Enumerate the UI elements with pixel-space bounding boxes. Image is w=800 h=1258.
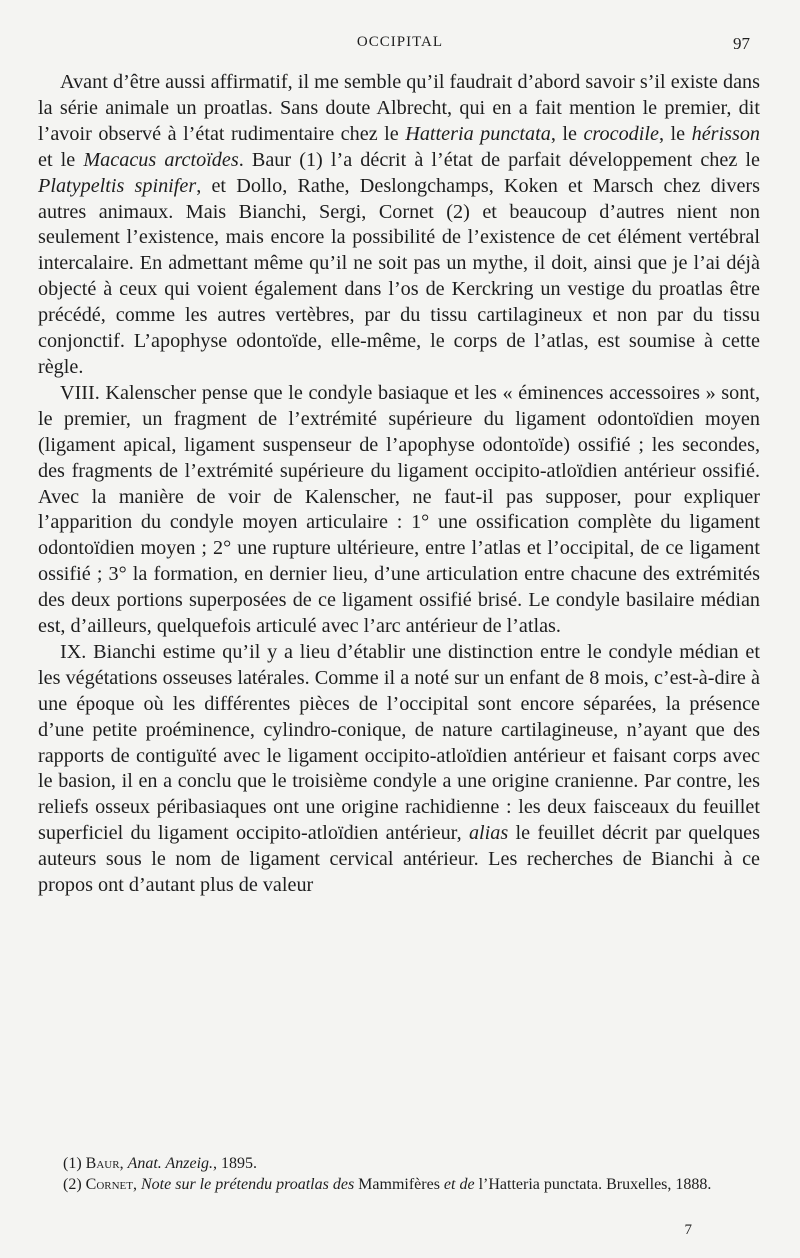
text-run: VIII. Kalenscher pense que le condyle basiaque et les « éminences accessoires » sont, le premier, un fragment de l’extrémité supérieure du ligament odontoïdien moyen (ligament apical, ligament suspenseur de l’apophyse odontoïde) ossifié ; les secondes, des fragments de l’extrémité supérieure du ligament occipito-atloïdien antérieur ossifié. Avec la manière de voir de Kalenscher, ne faut-il pas supposer, pour expliquer l’apparition du condyle moyen articulaire : 1° une ossification complète du ligament odontoïdien moyen ; 2° une rupture ultérieure, entre l’atlas et l’occipital, de ce ligament ossifié ; 3° la formation, en dernier lieu, d’une articulation entre chacune des extrémités des deux portions superposées de ce ligament ossifié brisé. Le condyle basilaire médian est, d’ailleurs, quelquefois articulé avec l’arc antérieur de l’atlas. bbox=[38, 381, 760, 638]
paragraph-proatlas bbox=[38, 70, 760, 381]
text-run: IX. Bianchi estime qu’il y a lieu d’établir une distinction entre le condyle médian et les végétations osseuses latérales. Comme il a noté sur un enfant de 8 mois, c’est-à-dire à une époque où les différentes pièces de l’occipital sont encore séparées, la présence d’une petite proéminence, cylindro-conique, de nature cartilagineuse, n’ayant que des rapports de contiguïté avec le ligament occipito-atloïdien antérieur et faisant corps avec le basion, il en a conclu que le troisième condyle a une origine cranienne. Par contre, les reliefs osseux péribasiaques ont une origine rachidienne : les deux faisceaux du feuillet superficiel du ligament occipito-atloïdien antérieur, bbox=[38, 640, 760, 845]
text-run: , bbox=[119, 1155, 128, 1172]
running-title: OCCIPITAL bbox=[356, 34, 444, 50]
text-run: (1) bbox=[63, 1155, 86, 1172]
italic-run: alias bbox=[468, 822, 509, 845]
text-run: , le bbox=[658, 122, 692, 145]
italic-run: crocodile bbox=[583, 122, 659, 145]
text-run: , et Dollo, Rathe, Deslongchamps, Koken et Marsch chez divers autres animaux. Mais Bianchi, Sergi, Cornet (2) et beaucoup d’autres nient non seulement l’existence, mais encore la possibilité de l’existence de cet élément vertébral intercalaire. En admettant même qu’il ne soit pas un mythe, il doit, ainsi que je l’ai déjà objecté à ceux qui voient également dans l’os de Kerckring un vestige du proatlas être précédé, comme les autres vertèbres, par du tissu cartilagineux et non par du tissu conjonctif. L’apophyse odontoïde, elle-même, le corps de l’atlas, est soumise à cette règle. bbox=[38, 174, 760, 378]
text-run: , bbox=[133, 1176, 141, 1193]
paragraph-viii bbox=[38, 381, 760, 640]
text-run: et le bbox=[38, 148, 84, 171]
running-head bbox=[0, 34, 800, 54]
text-run: (2) bbox=[63, 1176, 86, 1193]
page-number: 97 bbox=[733, 34, 750, 53]
italic-run: Macacus arctoïdes bbox=[83, 148, 239, 171]
italic-run: Hatteria punctata bbox=[405, 122, 551, 145]
text-run: l’Hatteria punctata. Bruxelles, 1888. bbox=[474, 1176, 712, 1193]
footnote-2 bbox=[38, 1174, 760, 1195]
footnotes bbox=[38, 1153, 760, 1195]
text-run: Avant d’être aussi affirmatif, il me semble qu’il faudrait d’abord savoir s’il existe dans la série animale un proatlas. Sans doute Albrecht, qui en a fait mention le premier, dit l’avoir observé à l’état rudimentaire chez le bbox=[38, 71, 760, 145]
text-run: Cornet bbox=[85, 1176, 133, 1193]
text-run: le feuillet décrit par quelques auteurs sous le nom de ligament cervical antérieur. Les recherches de Bianchi à ce propos ont d’autant plus de valeur bbox=[38, 822, 760, 897]
body-text bbox=[38, 70, 760, 899]
italic-run: et de bbox=[443, 1176, 475, 1193]
paragraph-ix bbox=[38, 640, 760, 899]
text-run: , 1895. bbox=[213, 1155, 258, 1172]
text-run: , le bbox=[550, 122, 584, 145]
italic-run: Anat. Anzeig. bbox=[127, 1155, 214, 1172]
text-run: . Baur (1) l’a décrit à l’état de parfait développement chez le bbox=[238, 148, 760, 171]
text-run: Baur bbox=[85, 1155, 120, 1172]
footnote-1 bbox=[38, 1153, 760, 1174]
italic-run: Note sur le prétendu proatlas des bbox=[141, 1176, 355, 1193]
italic-run: hérisson bbox=[691, 122, 761, 145]
signature-mark: 7 bbox=[684, 1222, 692, 1238]
text-run: Mammifères bbox=[354, 1176, 444, 1193]
italic-run: Platypeltis spinifer bbox=[38, 174, 197, 197]
